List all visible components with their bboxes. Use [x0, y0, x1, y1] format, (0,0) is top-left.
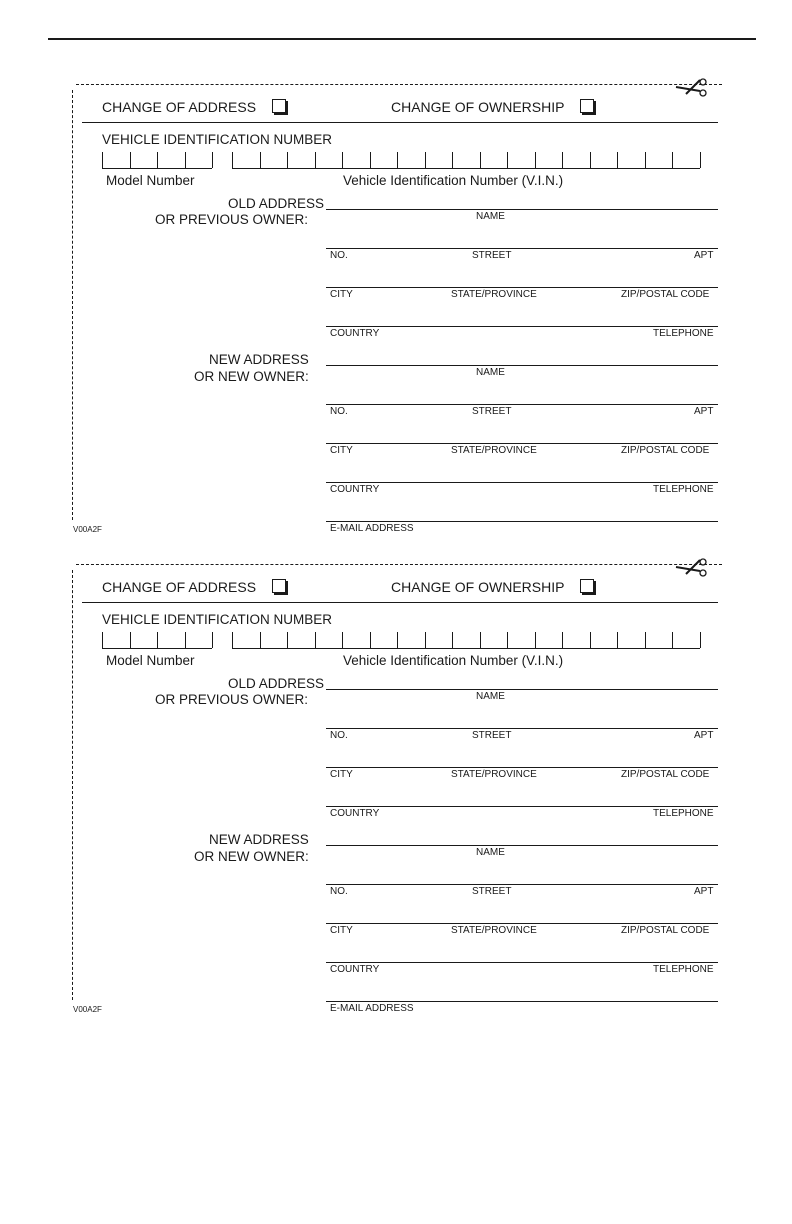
change-of-ownership-checkbox[interactable]	[580, 579, 594, 593]
new-name-label: NAME	[476, 847, 505, 858]
vin-cell-divider	[672, 632, 673, 648]
vin-cell-divider	[287, 632, 288, 648]
old-street-line[interactable]	[326, 728, 718, 729]
old-telephone-label: TELEPHONE	[653, 328, 714, 339]
vin-cell-divider	[452, 632, 453, 648]
old-address-heading: OLD ADDRESS	[228, 676, 325, 691]
old-city-line[interactable]	[326, 767, 718, 768]
new-address-heading: NEW ADDRESS	[209, 832, 309, 847]
change-of-ownership-label: CHANGE OF OWNERSHIP	[391, 99, 565, 115]
change-of-address-checkbox[interactable]	[272, 579, 286, 593]
vin-cell-divider	[507, 632, 508, 648]
vin-cell-divider	[425, 152, 426, 168]
model-number-cell-divider	[212, 632, 213, 648]
change-of-ownership-checkbox[interactable]	[580, 99, 594, 113]
old-address-heading: OLD ADDRESS	[228, 196, 325, 211]
vin-cell-divider	[700, 632, 701, 648]
new-city-label: CITY	[330, 925, 353, 936]
new-country-line[interactable]	[326, 482, 718, 483]
new-state-label: STATE/PROVINCE	[451, 925, 537, 936]
old-street-line[interactable]	[326, 248, 718, 249]
new-apt-label: APT	[694, 406, 714, 417]
vin-cell-divider	[370, 632, 371, 648]
cut-line-left	[72, 90, 73, 520]
new-street-label: STREET	[472, 406, 512, 417]
cut-line-top	[76, 564, 722, 565]
change-of-address-checkbox[interactable]	[272, 99, 286, 113]
new-country-line[interactable]	[326, 962, 718, 963]
vin-cell-divider	[342, 152, 343, 168]
email-label: E-MAIL ADDRESS	[330, 523, 414, 534]
old-name-line[interactable]	[326, 209, 718, 210]
change-of-address-label: CHANGE OF ADDRESS	[102, 99, 257, 115]
old-country-line[interactable]	[326, 806, 718, 807]
old-state-label: STATE/PROVINCE	[451, 289, 537, 300]
old-name-label: NAME	[476, 211, 505, 222]
new-telephone-label: TELEPHONE	[653, 484, 714, 495]
cut-line-top	[76, 84, 722, 85]
vin-cell-divider	[315, 632, 316, 648]
vin-cell-divider	[342, 632, 343, 648]
vin-cell-divider	[425, 632, 426, 648]
vin-label: Vehicle Identification Number (V.I.N.)	[343, 653, 564, 668]
old-apt-label: APT	[694, 250, 714, 261]
vin-cell-divider	[232, 632, 233, 648]
form-code: V00A2F	[73, 1005, 102, 1014]
vin-baseline	[232, 632, 700, 649]
old-country-line[interactable]	[326, 326, 718, 327]
email-label: E-MAIL ADDRESS	[330, 1003, 414, 1014]
old-name-label: NAME	[476, 691, 505, 702]
vin-cell-divider	[480, 632, 481, 648]
old-owner-heading: OR PREVIOUS OWNER:	[155, 212, 309, 227]
new-no-label: NO.	[330, 406, 348, 417]
model-number-cell-divider	[102, 152, 103, 168]
vin-cell-divider	[397, 152, 398, 168]
model-number-cell-divider	[102, 632, 103, 648]
model-number-cell-divider	[130, 152, 131, 168]
vin-baseline	[232, 152, 700, 169]
new-zip-label: ZIP/POSTAL CODE	[621, 445, 710, 456]
vin-cell-divider	[480, 152, 481, 168]
vin-cell-divider	[590, 632, 591, 648]
old-street-label: STREET	[472, 250, 512, 261]
new-state-label: STATE/PROVINCE	[451, 445, 537, 456]
new-city-line[interactable]	[326, 443, 718, 444]
old-telephone-label: TELEPHONE	[653, 808, 714, 819]
vin-cell-divider	[617, 632, 618, 648]
old-zip-label: ZIP/POSTAL CODE	[621, 289, 710, 300]
model-number-label: Model Number	[106, 173, 195, 188]
vin-cell-divider	[232, 152, 233, 168]
vin-boxes-row[interactable]	[102, 152, 704, 168]
new-zip-label: ZIP/POSTAL CODE	[621, 925, 710, 936]
new-street-line[interactable]	[326, 404, 718, 405]
vin-cell-divider	[562, 152, 563, 168]
old-country-label: COUNTRY	[330, 328, 380, 339]
vin-label: Vehicle Identification Number (V.I.N.)	[343, 173, 564, 188]
old-apt-label: APT	[694, 730, 714, 741]
cut-line-left	[72, 570, 73, 1000]
old-no-label: NO.	[330, 250, 348, 261]
scissors-icon	[674, 558, 708, 584]
new-city-label: CITY	[330, 445, 353, 456]
vin-cell-divider	[287, 152, 288, 168]
vin-cell-divider	[535, 632, 536, 648]
vin-cell-divider	[645, 152, 646, 168]
new-country-label: COUNTRY	[330, 964, 380, 975]
vin-cell-divider	[535, 152, 536, 168]
change-form-1	[66, 84, 722, 544]
vin-cell-divider	[452, 152, 453, 168]
email-line[interactable]	[326, 1001, 718, 1002]
change-of-address-label: CHANGE OF ADDRESS	[102, 579, 257, 595]
new-telephone-label: TELEPHONE	[653, 964, 714, 975]
new-street-line[interactable]	[326, 884, 718, 885]
new-no-label: NO.	[330, 886, 348, 897]
vin-cell-divider	[260, 632, 261, 648]
new-city-line[interactable]	[326, 923, 718, 924]
old-owner-heading: OR PREVIOUS OWNER:	[155, 692, 309, 707]
scissors-icon	[674, 78, 708, 104]
old-country-label: COUNTRY	[330, 808, 380, 819]
header-divider	[82, 122, 718, 123]
vin-cell-divider	[590, 152, 591, 168]
old-state-label: STATE/PROVINCE	[451, 769, 537, 780]
old-zip-label: ZIP/POSTAL CODE	[621, 769, 710, 780]
model-number-label: Model Number	[106, 653, 195, 668]
vin-title: VEHICLE IDENTIFICATION NUMBER	[102, 612, 333, 627]
vin-cell-divider	[672, 152, 673, 168]
vin-cell-divider	[562, 632, 563, 648]
change-form-2	[66, 564, 722, 1024]
old-city-label: CITY	[330, 289, 353, 300]
vin-cell-divider	[645, 632, 646, 648]
new-address-heading: NEW ADDRESS	[209, 352, 309, 367]
new-apt-label: APT	[694, 886, 714, 897]
vin-cell-divider	[507, 152, 508, 168]
old-name-line[interactable]	[326, 689, 718, 690]
model-number-cell-divider	[185, 152, 186, 168]
vin-cell-divider	[370, 152, 371, 168]
change-of-ownership-label: CHANGE OF OWNERSHIP	[391, 579, 565, 595]
new-owner-heading: OR NEW OWNER:	[194, 849, 309, 864]
old-city-line[interactable]	[326, 287, 718, 288]
model-number-cell-divider	[157, 152, 158, 168]
model-number-cell-divider	[185, 632, 186, 648]
new-owner-heading: OR NEW OWNER:	[194, 369, 309, 384]
old-city-label: CITY	[330, 769, 353, 780]
vin-cell-divider	[617, 152, 618, 168]
model-number-cell-divider	[130, 632, 131, 648]
model-number-cell-divider	[157, 632, 158, 648]
header-divider	[82, 602, 718, 603]
form-code: V00A2F	[73, 525, 102, 534]
vin-cell-divider	[260, 152, 261, 168]
vin-cell-divider	[700, 152, 701, 168]
old-no-label: NO.	[330, 730, 348, 741]
old-street-label: STREET	[472, 730, 512, 741]
vin-cell-divider	[397, 632, 398, 648]
new-name-line[interactable]	[326, 845, 718, 846]
email-line[interactable]	[326, 521, 718, 522]
page-top-rule	[48, 38, 756, 40]
vin-cell-divider	[315, 152, 316, 168]
new-name-line[interactable]	[326, 365, 718, 366]
vin-boxes-row[interactable]	[102, 632, 704, 648]
model-number-cell-divider	[212, 152, 213, 168]
vin-title: VEHICLE IDENTIFICATION NUMBER	[102, 132, 333, 147]
new-name-label: NAME	[476, 367, 505, 378]
new-street-label: STREET	[472, 886, 512, 897]
new-country-label: COUNTRY	[330, 484, 380, 495]
